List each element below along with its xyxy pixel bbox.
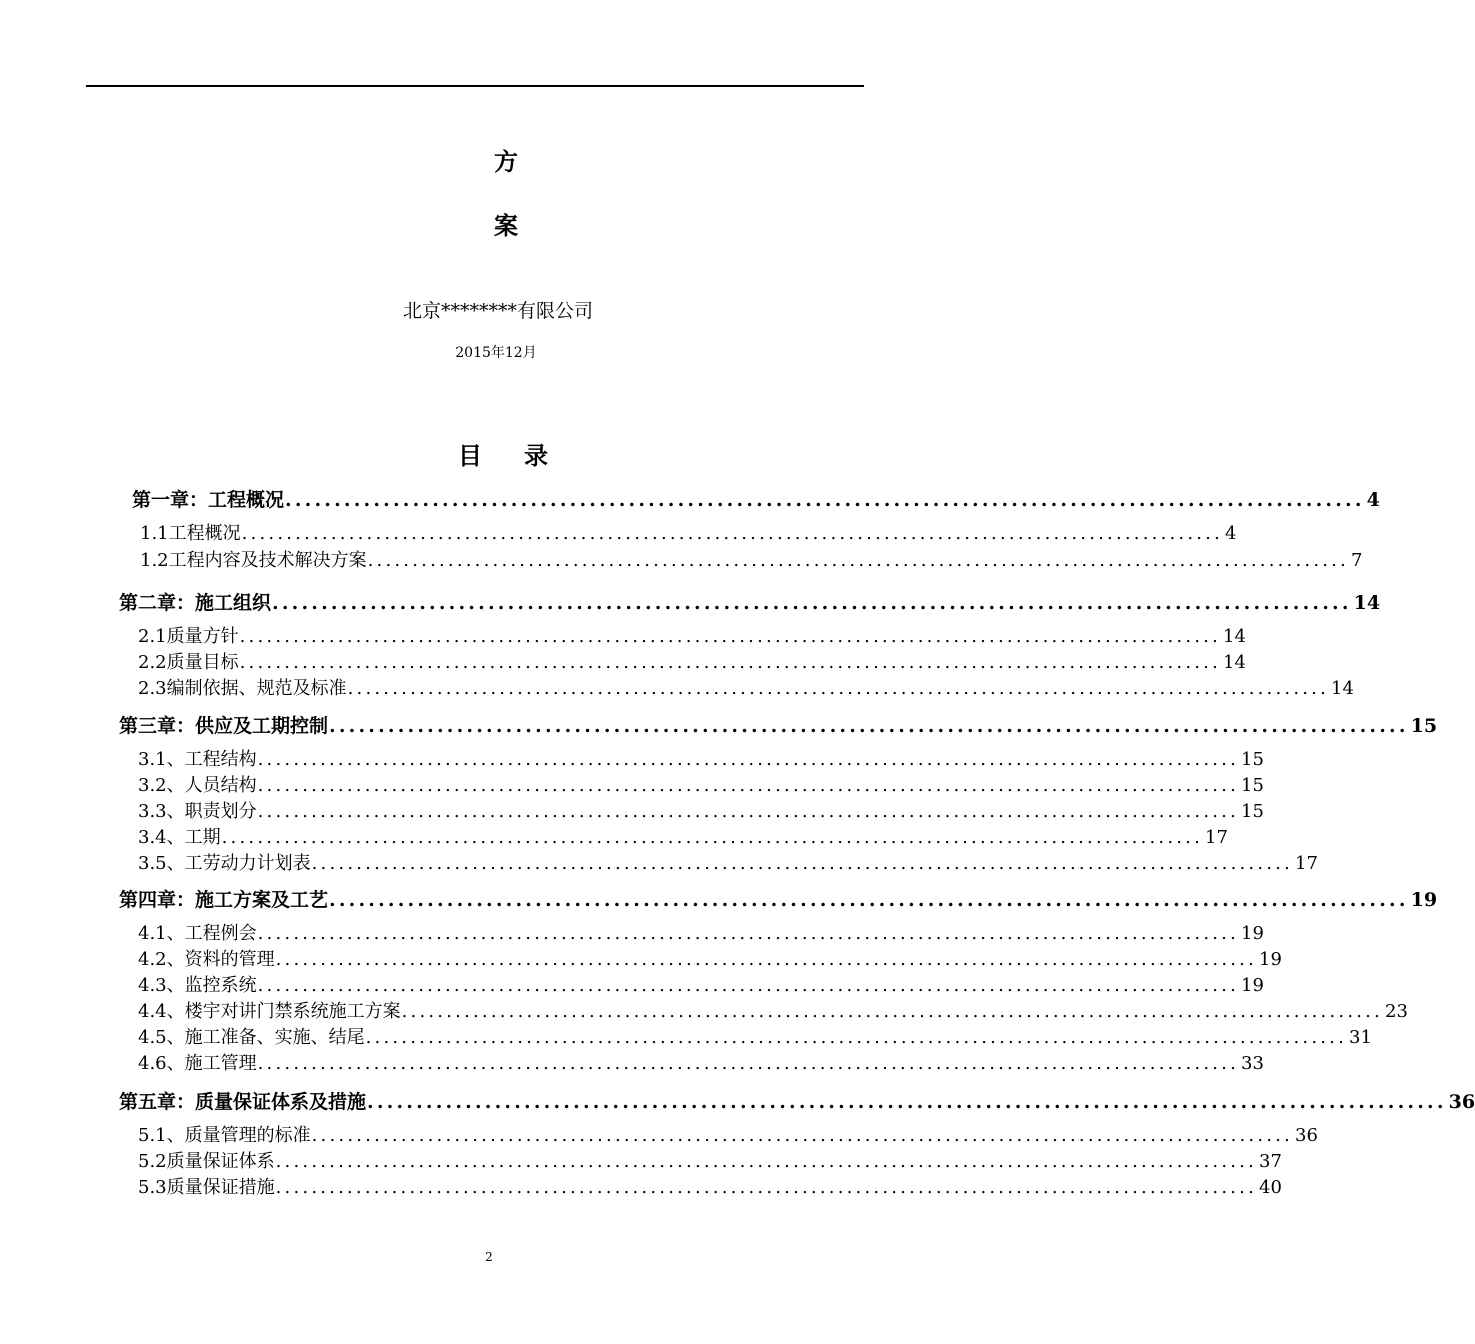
toc-page-number: 7 (1351, 550, 1363, 571)
toc-chapter-entry[interactable] (119, 711, 1438, 738)
toc-dot-leader: .............................................................................................................. (257, 923, 1240, 944)
toc-page-number: 4 (1225, 523, 1237, 544)
toc-section-entry[interactable] (138, 971, 1264, 997)
toc-section-entry[interactable] (138, 919, 1264, 945)
toc-page-number: 4 (1366, 489, 1380, 511)
toc-chapter-entry[interactable] (119, 1087, 1475, 1114)
toc-dot-leader: .............................................................................................................. (257, 749, 1240, 770)
title-char-1: 方 (494, 147, 518, 176)
toc-dot-leader: .............................................................................................................. (239, 652, 1222, 673)
toc-section-entry[interactable] (138, 1049, 1264, 1075)
toc-entry-label: 3.3、职责划分 (138, 801, 257, 822)
toc-dot-leader: .............................................................................................................. (311, 853, 1294, 874)
page-number: 2 (485, 1250, 493, 1264)
toc-entry-label: 4.5、施工准备、实施、结尾 (138, 1027, 365, 1048)
toc-page-number: 14 (1223, 652, 1246, 673)
toc-page-number: 31 (1349, 1027, 1372, 1048)
toc-dot-leader: .............................................................................................................. (239, 626, 1222, 647)
toc-entry-label: 3.4、工期 (138, 827, 221, 848)
toc-section-entry[interactable] (138, 648, 1246, 674)
toc-entry-label: 5.2质量保证体系 (138, 1151, 275, 1172)
toc-dot-leader: .............................................................................................................. (275, 1177, 1258, 1198)
toc-entry-label: 4.6、施工管理 (138, 1053, 257, 1074)
toc-dot-leader: .............................................................................................................. (365, 1027, 1348, 1048)
toc-page-number: 37 (1259, 1151, 1282, 1172)
toc-heading-right: 录 (524, 441, 548, 470)
toc-dot-leader: .............................................................................................................. (329, 889, 1409, 911)
toc-entry-label: 5.1、质量管理的标准 (138, 1125, 311, 1146)
toc-entry-label: 第三章：供应及工期控制 (119, 715, 329, 737)
toc-page-number: 14 (1223, 626, 1246, 647)
toc-page-number: 15 (1410, 715, 1438, 737)
toc-page-number: 14 (1353, 592, 1381, 614)
toc-entry-label: 2.3编制依据、规范及标准 (138, 678, 347, 699)
toc-dot-leader: .............................................................................................................. (401, 1001, 1384, 1022)
toc-dot-leader: .............................................................................................................. (329, 715, 1409, 737)
toc-section-entry[interactable] (138, 622, 1246, 648)
toc-dot-leader: .............................................................................................................. (285, 489, 1365, 511)
toc-section-entry[interactable] (138, 997, 1408, 1023)
toc-dot-leader: .............................................................................................................. (221, 827, 1204, 848)
toc-page-number: 33 (1241, 1053, 1264, 1074)
toc-entry-label: 1.1工程概况 (140, 523, 241, 544)
toc-section-entry[interactable] (138, 1121, 1318, 1147)
toc-entry-label: 4.4、楼宇对讲门禁系统施工方案 (138, 1001, 401, 1022)
toc-page-number: 19 (1241, 923, 1264, 944)
toc-entry-label: 5.3质量保证措施 (138, 1177, 275, 1198)
title-char-2: 案 (494, 211, 518, 240)
toc-page-number: 19 (1259, 949, 1282, 970)
toc-dot-leader: .............................................................................................................. (241, 523, 1224, 544)
toc-entry-label: 1.2工程内容及技术解决方案 (140, 550, 367, 571)
toc-dot-leader: .............................................................................................................. (311, 1125, 1294, 1146)
toc-page-number: 36 (1448, 1091, 1475, 1113)
toc-entry-label: 2.1质量方针 (138, 626, 239, 647)
toc-entry-label: 第一章：工程概况 (132, 489, 285, 511)
toc-section-entry[interactable] (138, 823, 1228, 849)
toc-entry-label: 4.1、工程例会 (138, 923, 257, 944)
toc-dot-leader: .............................................................................................................. (257, 801, 1240, 822)
toc-dot-leader: .............................................................................................................. (347, 678, 1330, 699)
toc-dot-leader: .............................................................................................................. (257, 1053, 1240, 1074)
toc-entry-label: 4.2、资料的管理 (138, 949, 275, 970)
toc-section-entry[interactable] (138, 1173, 1282, 1199)
toc-dot-leader: .............................................................................................................. (367, 1091, 1447, 1113)
toc-page-number: 19 (1241, 975, 1264, 996)
toc-page-number: 36 (1295, 1125, 1318, 1146)
company-name: 北京********有限公司 (402, 300, 593, 322)
toc-page-number: 15 (1241, 775, 1264, 796)
toc-entry-label: 3.1、工程结构 (138, 749, 257, 770)
toc-chapter-entry[interactable] (119, 885, 1438, 912)
toc-page-number: 15 (1241, 749, 1264, 770)
toc-page-number: 14 (1331, 678, 1354, 699)
toc-entry-label: 3.5、工劳动力计划表 (138, 853, 311, 874)
toc-entry-label: 3.2、人员结构 (138, 775, 257, 796)
toc-section-entry[interactable] (138, 945, 1282, 971)
toc-section-entry[interactable] (138, 745, 1264, 771)
toc-dot-leader: .............................................................................................................. (257, 775, 1240, 796)
toc-section-entry[interactable] (138, 1023, 1372, 1049)
toc-page-number: 17 (1205, 827, 1228, 848)
toc-section-entry[interactable] (138, 797, 1264, 823)
toc-page-number: 17 (1295, 853, 1318, 874)
toc-entry-label: 4.3、监控系统 (138, 975, 257, 996)
toc-page-number: 19 (1410, 889, 1438, 911)
toc-heading-left: 目 (458, 441, 482, 470)
toc-entry-label: 第二章：施工组织 (119, 592, 272, 614)
header-rule (86, 85, 864, 87)
toc-section-entry[interactable] (138, 849, 1318, 875)
toc-chapter-entry[interactable] (132, 485, 1380, 512)
toc-entry-label: 2.2质量目标 (138, 652, 239, 673)
document-date: 2015年12月 (455, 345, 537, 361)
toc-entry-label: 第四章：施工方案及工艺 (119, 889, 329, 911)
toc-section-entry[interactable] (138, 674, 1354, 700)
toc-section-entry[interactable] (138, 771, 1264, 797)
toc-entry-label: 第五章：质量保证体系及措施 (119, 1091, 367, 1113)
toc-chapter-entry[interactable] (119, 588, 1381, 615)
toc-section-entry[interactable] (140, 519, 1237, 545)
toc-page-number: 40 (1259, 1177, 1282, 1198)
toc-page-number: 15 (1241, 801, 1264, 822)
toc-heading (458, 436, 548, 471)
toc-section-entry[interactable] (138, 1147, 1282, 1173)
toc-dot-leader: .............................................................................................................. (275, 1151, 1258, 1172)
toc-dot-leader: .............................................................................................................. (275, 949, 1258, 970)
toc-page-number: 23 (1385, 1001, 1408, 1022)
toc-dot-leader: .............................................................................................................. (367, 550, 1350, 571)
toc-dot-leader: .............................................................................................................. (257, 975, 1240, 996)
toc-section-entry[interactable] (140, 546, 1363, 572)
toc-dot-leader: .............................................................................................................. (272, 592, 1352, 614)
